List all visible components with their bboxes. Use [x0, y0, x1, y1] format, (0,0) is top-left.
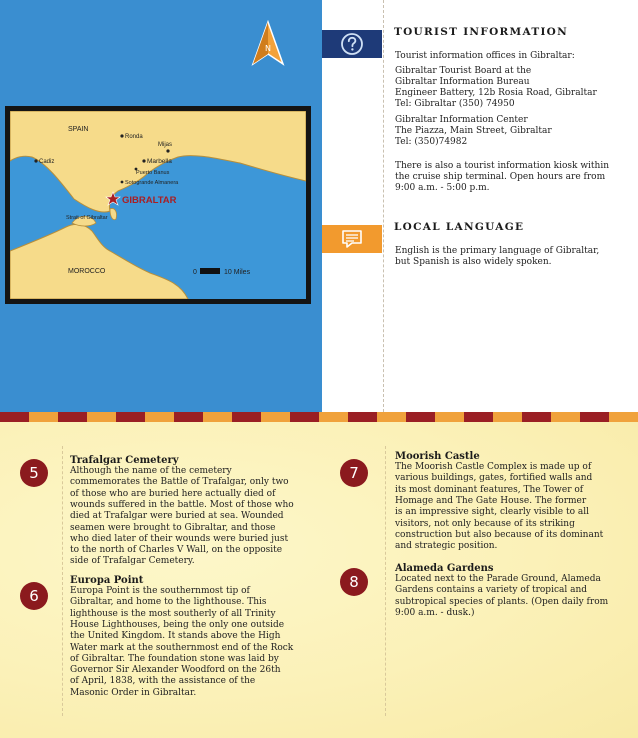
attraction-body-line: Europa Point is the southernmost tip of	[70, 586, 250, 596]
attraction-body-line: of Gibraltar. The foundation stone was laid by	[70, 653, 279, 664]
attraction-body-line: Water mark at the southernmost end of the Rock	[70, 642, 294, 653]
divider	[62, 446, 63, 716]
attraction-body-line: Governor Sir Alexander Woodford on the 26th	[70, 665, 281, 676]
map-frame	[5, 106, 311, 304]
country-morocco: MOROCCO	[68, 268, 106, 275]
question-icon	[340, 32, 364, 56]
country-spain: SPAIN	[68, 126, 89, 133]
attraction-title: Trafalgar Cemetery	[70, 455, 179, 466]
office2-line: The Piazza, Main Street, Gibraltar	[395, 126, 552, 136]
attraction-title: Alameda Gardens	[395, 563, 494, 574]
attraction-body-line: Gibraltar, and home to the lighthouse. This	[70, 597, 267, 608]
attraction-body-line: construction but also because of its dominant	[395, 529, 604, 540]
kiosk-line: 9:00 a.m. - 5:00 p.m.	[395, 183, 490, 193]
attraction-body-line: who died later of their wounds were buried just	[70, 533, 289, 544]
attraction-body-line: lighthouse is the most southerly of all Trinity	[70, 608, 276, 619]
attraction-body-line: side of Trafalgar Cemetery.	[70, 556, 195, 567]
attraction-body-line: subtropical species of plants. (Open daily from	[395, 596, 609, 607]
attraction-number-badge: 5	[20, 459, 48, 487]
attraction-number-badge: 7	[340, 459, 368, 487]
office1-line: Gibraltar Tourist Board at the	[395, 66, 532, 76]
attraction-body-line: visitors, not only because of its striking	[395, 518, 575, 529]
tourist-info-intro: Tourist information offices in Gibraltar:	[395, 51, 575, 61]
attraction-body-line: and strategic position.	[395, 541, 498, 552]
attraction-body-line: its most dominant features, The Tower of	[395, 484, 584, 495]
city-marbella: Marbella	[147, 158, 172, 165]
language-band	[322, 225, 382, 253]
attraction-body-line: Located next to the Parade Ground, Alameda	[395, 574, 601, 584]
tourist-info-title: TOURIST INFORMATION	[394, 26, 569, 38]
city-cadiz: Cadiz	[39, 159, 55, 165]
city-ronda: Ronda	[125, 134, 143, 140]
attraction-body-line: commemorates the Battle of Trafalgar, only two	[70, 477, 289, 488]
attraction-body-line: of April, 1838, with the assistance of the	[70, 676, 256, 687]
attraction-body-line: died at Trafalgar were buried at sea. Wounded	[70, 511, 284, 522]
attraction-body-line: the United Kingdom. It stands above the High	[70, 631, 281, 642]
svg-text:N: N	[265, 44, 271, 53]
kiosk-line: the cruise ship terminal. Open hours are from	[395, 172, 606, 182]
attraction-number-badge: 8	[340, 568, 368, 596]
attraction-body-line: House Lighthouses, being the only one outside	[70, 619, 285, 630]
attraction-body-line: Masonic Order in Gibraltar.	[70, 687, 197, 698]
attraction-body-line: The Moorish Castle Complex is made up of	[395, 462, 592, 472]
office1-line: Tel: Gibraltar (350) 74950	[395, 99, 515, 109]
attraction-body-line: various buildings, gates, fortified walls and	[395, 473, 593, 484]
attraction-body-line: to the north of Charles V Wall, on the opposite	[70, 545, 283, 556]
attraction-number-badge: 6	[20, 582, 48, 610]
office1-line: Engineer Battery, 12b Rosia Road, Gibraltar	[395, 88, 597, 98]
decorative-strip	[0, 412, 638, 422]
attraction-title: Europa Point	[70, 575, 144, 586]
speech-bubble-icon	[340, 227, 364, 251]
city-sotogrande: Sotogrande Almanera	[125, 180, 179, 186]
info-band	[322, 30, 382, 58]
office2-line: Tel: (350)74982	[395, 137, 468, 147]
local-language-title: LOCAL LANGUAGE	[394, 221, 525, 233]
office2-line: Gibraltar Information Center	[395, 115, 528, 125]
attraction-body-line: wounds suffered in the battle. Most of those who	[70, 499, 294, 510]
north-arrow-icon	[250, 20, 286, 66]
city-puerto-banus: Puerto Banus	[136, 170, 170, 176]
attraction-body-line: Gardens contains a variety of tropical and	[395, 585, 588, 596]
gibraltar-label: GIBRALTAR	[122, 195, 177, 206]
strait-label: Strait of Gibraltar	[66, 215, 108, 221]
attraction-body-line: is an impressive sight, clearly visible to all	[395, 507, 590, 518]
language-line: but Spanish is also widely spoken.	[395, 257, 552, 267]
attraction-body-line: seamen were brought to Gibraltar, and those	[70, 522, 276, 533]
scale-label: 10 Miles	[224, 269, 251, 276]
attraction-body-line: 9:00 a.m. - dusk.)	[395, 607, 475, 618]
scale-zero: 0	[193, 269, 197, 276]
divider	[385, 446, 386, 716]
attraction-body-line: Homage and The Gate House. The former	[395, 495, 587, 506]
office1-line: Gibraltar Information Bureau	[395, 77, 530, 87]
gibraltar-region-map	[10, 111, 306, 299]
attraction-body-line: of those who are buried here actually died of	[70, 488, 276, 499]
attraction-title: Moorish Castle	[395, 451, 480, 462]
city-mijas: Mijas	[158, 142, 173, 148]
scale-bar	[200, 268, 220, 274]
divider	[383, 0, 384, 412]
kiosk-line: There is also a tourist information kiosk within	[395, 161, 610, 171]
language-line: English is the primary language of Gibraltar,	[395, 246, 600, 256]
map-panel	[0, 0, 322, 412]
attraction-body-line: Although the name of the cemetery	[70, 466, 232, 476]
